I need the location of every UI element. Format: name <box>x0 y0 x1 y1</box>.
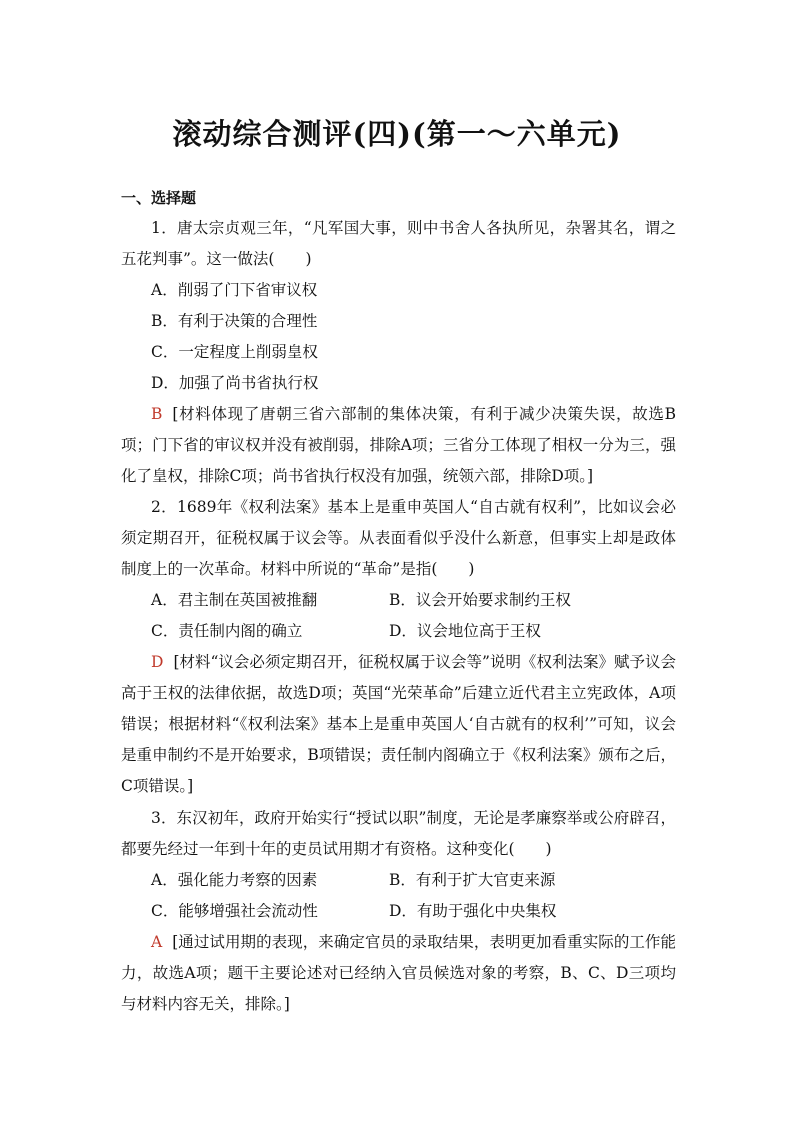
answer-explanation: [材料“议会必须定期召开，征税权属于议会等”说明《权利法案》赋予议会高于王权的法律依据，故选D项；英国“光荣革命”后建立近代君主立宪政体，A项错误；根据材料“《权利法案》基本上是重申英国人‘自古就有的权利’”可知，议会是重申制约不是开始要求，B项错误；责任制内阁确立于《权利法案》颁布之后，C项错误。] <box>121 653 676 795</box>
question-3 <box>121 803 676 1020</box>
question-2-answer <box>121 647 676 802</box>
question-1-option-b: B．有利于决策的合理性 <box>151 312 318 330</box>
question-3-option-a: A．强化能力考察的因素 <box>151 871 318 889</box>
answer-letter: B <box>151 405 163 423</box>
question-3-stem: 3．东汉初年，政府开始实行“授试以职”制度，无论是孝廉察举或公府辟召，都要先经过一年到十年的吏员试用期才有资格。这种变化( ) <box>121 809 676 858</box>
question-1-option-d: D．加强了尚书省执行权 <box>151 374 319 392</box>
answer-explanation: [材料体现了唐朝三省六部制的集体决策，有利于减少决策失误，故选B项；门下省的审议权并没有被削弱，排除A项；三省分工体现了相权一分为三，强化了皇权，排除C项；尚书省执行权没有加强，统领六部，排除D项。] <box>121 405 676 485</box>
question-1-option-a: A．削弱了门下省审议权 <box>151 281 318 299</box>
section-heading: 一、选择题 <box>121 189 197 207</box>
question-2-option-d: D．议会地位高于王权 <box>389 622 541 640</box>
answer-explanation: [通过试用期的表现，来确定官员的录取结果，表明更加看重实际的工作能力，故选A项；题干主要论述对已经纳入官员候选对象的考察，B、C、D三项均与材料内容无关，排除。] <box>121 933 676 1013</box>
answer-letter: D <box>151 653 164 671</box>
question-3-option-c: C．能够增强社会流动性 <box>151 902 318 920</box>
question-3-answer <box>121 927 676 1020</box>
question-2-option-b: B．议会开始要求制约王权 <box>389 591 571 609</box>
question-2 <box>121 492 676 802</box>
question-3-options-row-1 <box>121 865 676 896</box>
question-2-stem: 2．1689年《权利法案》基本上是重申英国人“自古就有权利”，比如议会必须定期召开，征税权属于议会等。从表面看似乎没什么新意，但事实上却是政体制度上的一次革命。材料中所说的“革命”是指( ) <box>121 498 676 578</box>
question-2-options-row-1 <box>121 585 676 616</box>
question-1 <box>121 213 676 492</box>
answer-letter: A <box>151 933 163 951</box>
question-2-option-c: C．责任制内阁的确立 <box>151 622 303 640</box>
question-2-options-row-2 <box>121 616 676 647</box>
page-title: 滚动综合测评(四)(第一～六单元) <box>172 117 622 151</box>
question-1-stem: 1．唐太宗贞观三年，“凡军国大事，则中书舍人各执所见，杂署其名，谓之五花判事”。这一做法( ) <box>121 219 676 268</box>
question-1-option-c: C．一定程度上削弱皇权 <box>151 343 318 361</box>
question-3-option-b: B．有利于扩大官吏来源 <box>389 871 556 889</box>
question-2-option-a: A．君主制在英国被推翻 <box>151 591 318 609</box>
question-3-options-row-2 <box>121 896 676 927</box>
question-1-answer <box>121 399 676 492</box>
question-3-option-d: D．有助于强化中央集权 <box>389 902 557 920</box>
